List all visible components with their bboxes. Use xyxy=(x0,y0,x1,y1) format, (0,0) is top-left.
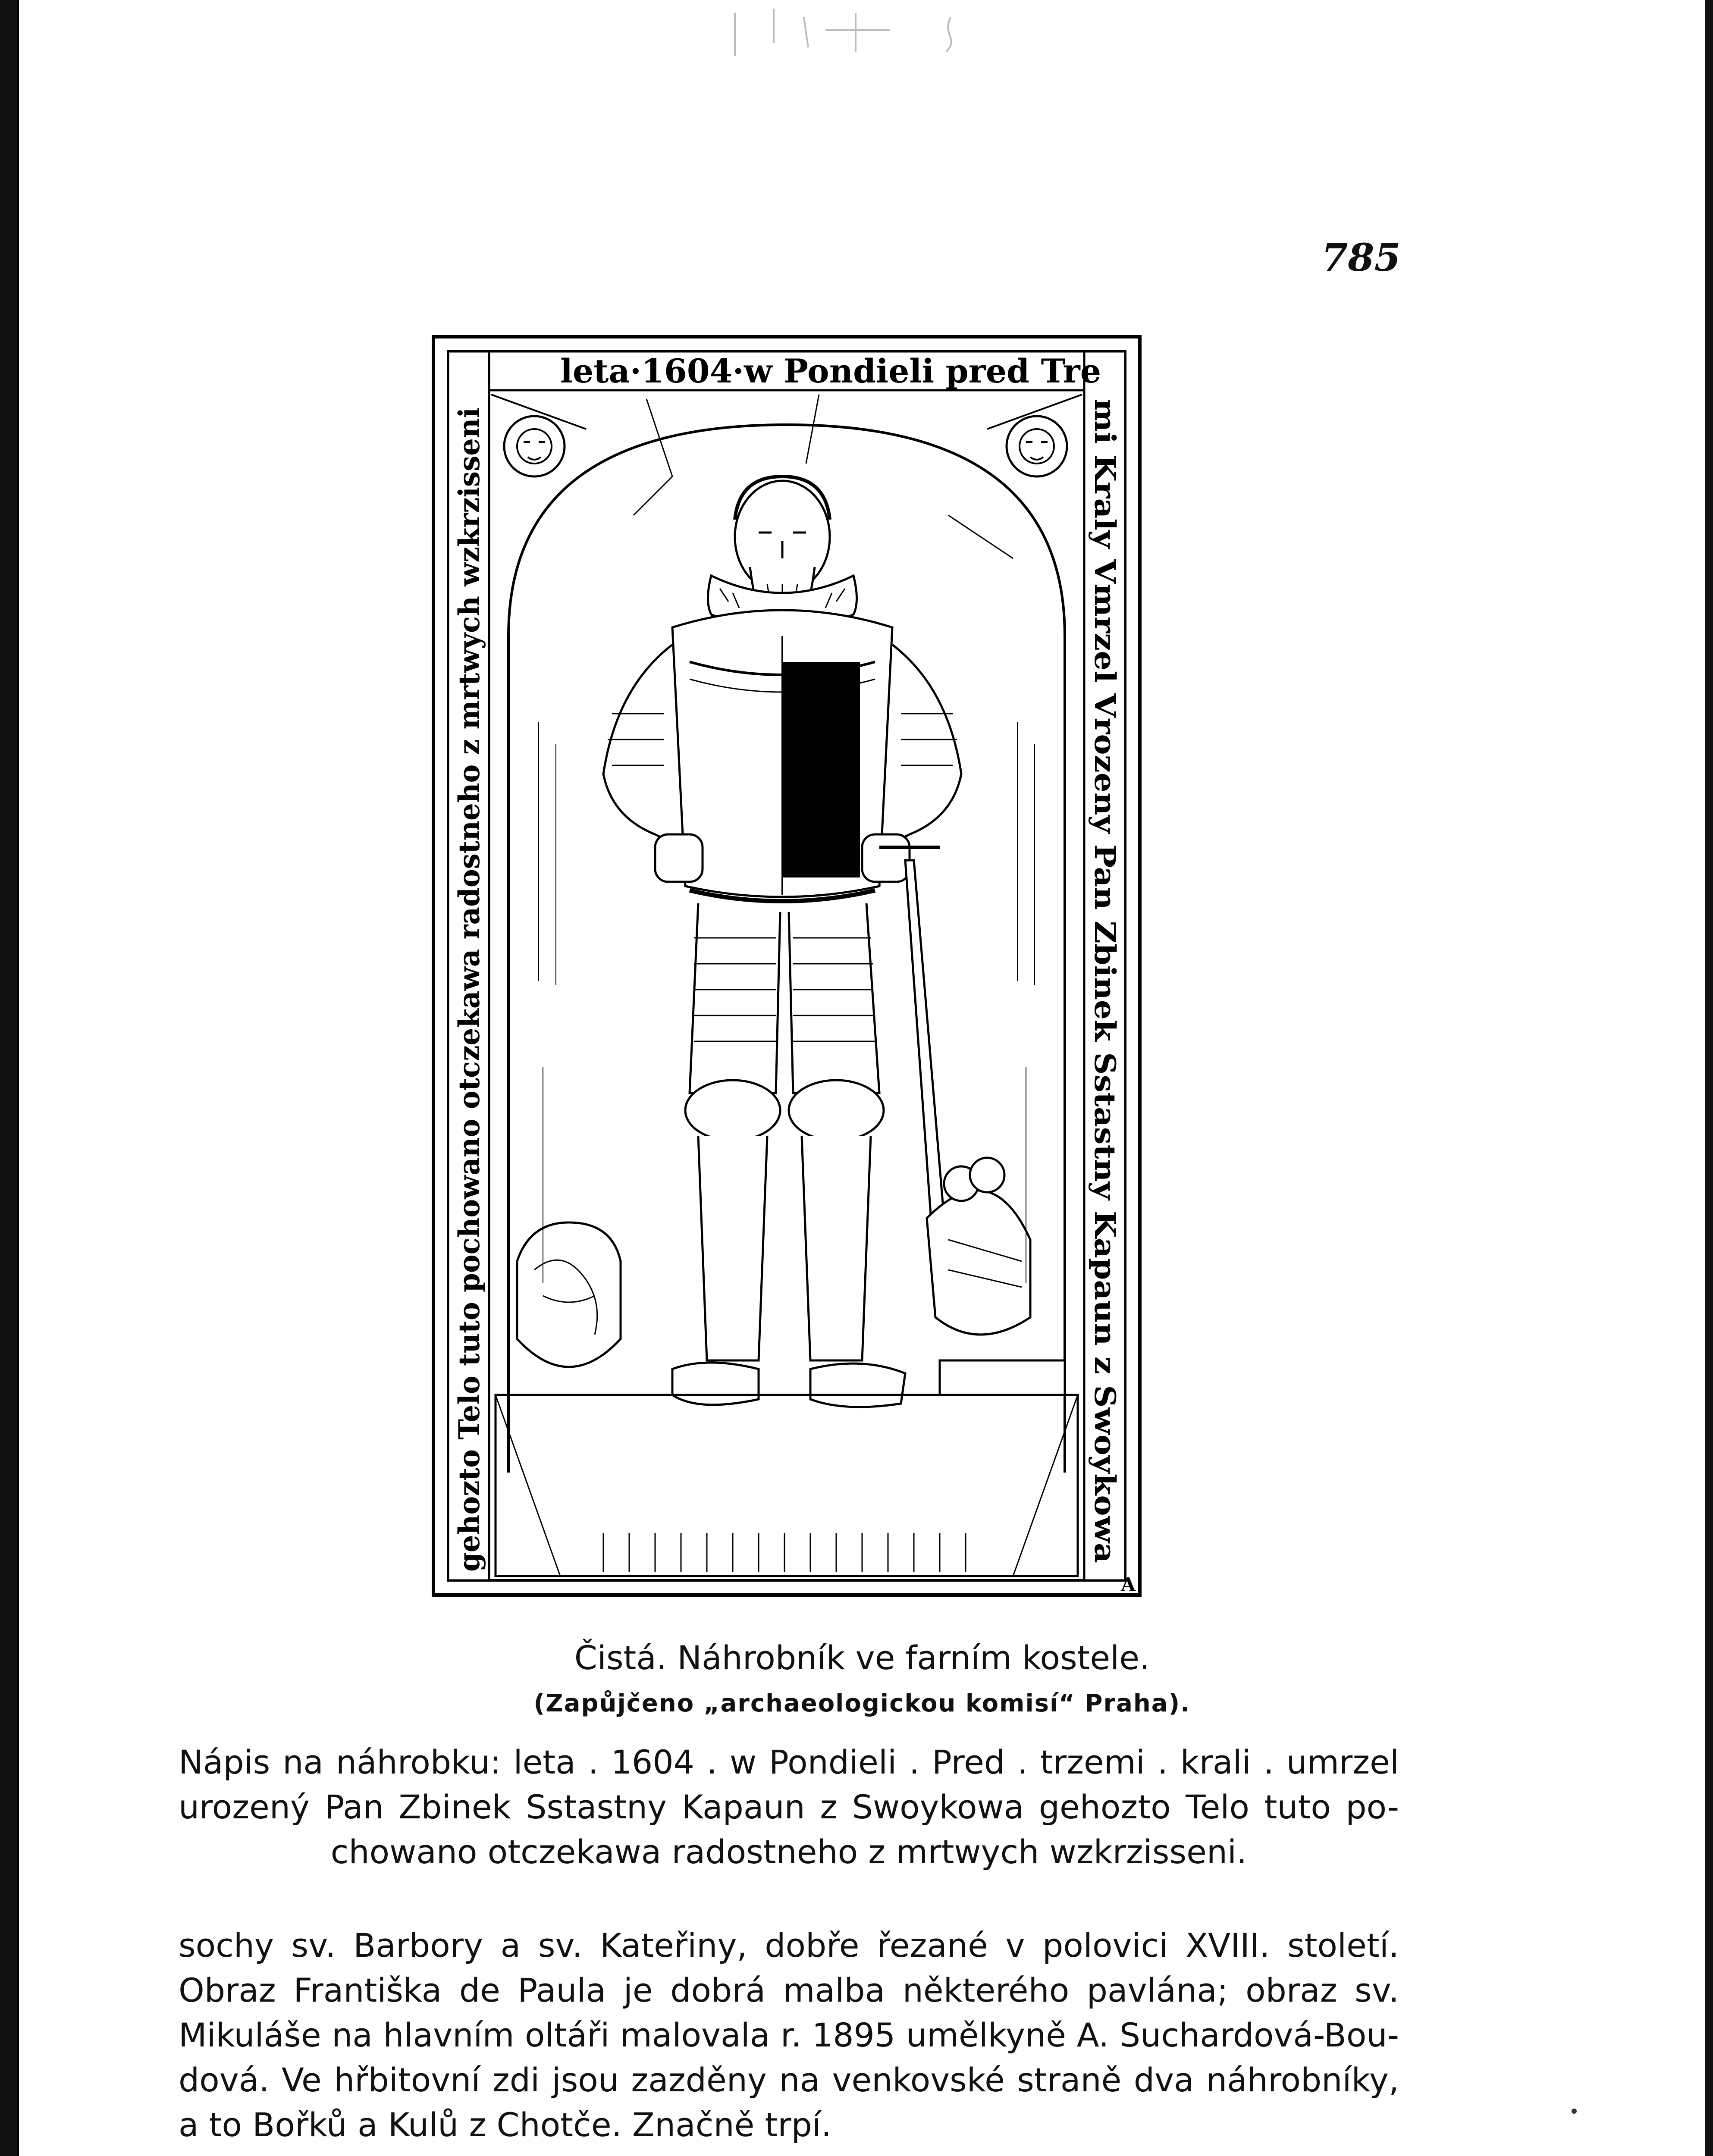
document-page xyxy=(17,0,1705,2156)
body-line: a to Bořků a Kulů z Chotče. Značně trpí. xyxy=(179,2106,832,2144)
page-number: 785 xyxy=(1321,235,1401,280)
body-line: Mikuláše na hlavním oltáři malovala r. 1895 umělkyně A. Suchardová-Bou- xyxy=(179,2016,1399,2054)
body-paragraph xyxy=(179,1923,1399,2147)
body-line: Obraz Františka de Paula je dobrá malba některého pavlána; obraz sv. xyxy=(179,1971,1399,2009)
inscription-line: urozený Pan Zbinek Sstastny Kapaun z Swoykowa gehozto Telo tuto po- xyxy=(179,1788,1399,1826)
engraver-mark: A xyxy=(1121,1574,1136,1596)
border-inscription-right: mi Kraly Vmrzel Vrozeny Pan Zbinek Sstastny Kapaun z Swoykowa xyxy=(1088,399,1122,1460)
inscription-line: chowano otczekawa radostneho z mrtwych wzkrzisseni. xyxy=(330,1833,1247,1871)
border-inscription-top: leta·1604·w Pondieli pred Tre xyxy=(560,352,1101,390)
body-line: dová. Ve hřbitovní zdi jsou zazděny na venkovské straně dva náhrobníky, xyxy=(179,2061,1399,2099)
border-inscription-left: gehozto Telo tuto pochowano otczekawa radostneho z mrtwych wzkrzisseni xyxy=(452,374,486,1572)
dust-speck xyxy=(1572,2109,1577,2114)
figure-caption: Čistá. Náhrobník ve farním kostele. xyxy=(574,1639,1150,1677)
figure-credit: (Zapůjčeno „archaeologickou komisí“ Praha). xyxy=(533,1689,1191,1717)
body-line: sochy sv. Barbory a sv. Kateřiny, dobře řezané v polovici XVIII. století. xyxy=(179,1926,1399,1965)
inscription-line: Nápis na náhrobku: leta . 1604 . w Pondieli . Pred . trzemi . krali . umrzel xyxy=(179,1743,1399,1781)
tombstone-engraving xyxy=(431,334,1142,1598)
inscription-paragraph xyxy=(179,1740,1399,1874)
pencil-scrawl xyxy=(726,4,968,65)
coat-of-arms xyxy=(517,1222,621,1367)
